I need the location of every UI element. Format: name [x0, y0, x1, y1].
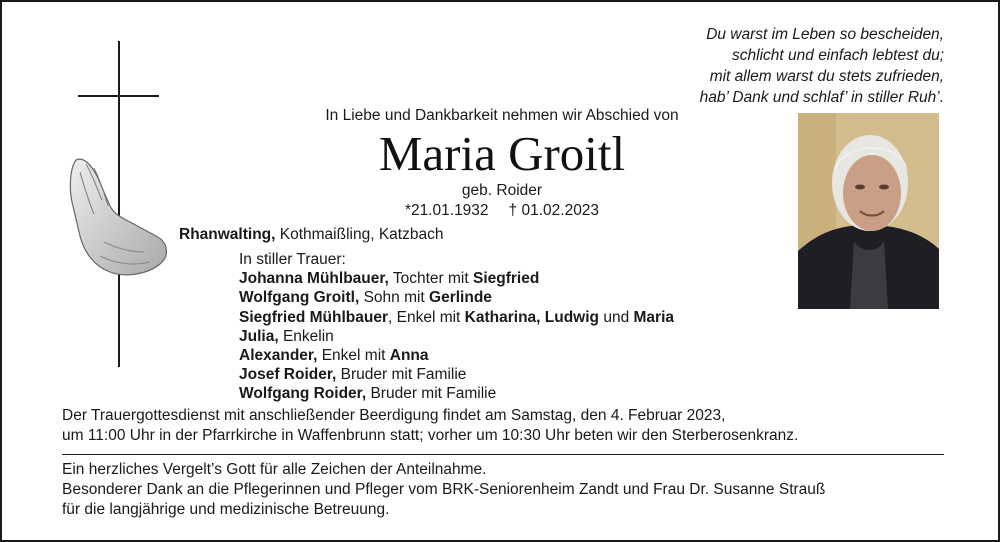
- portrait-photo: [798, 113, 939, 309]
- poem-line: hab’ Dank und schlaf’ in stiller Ruh’.: [699, 89, 944, 106]
- mourner-relation: , Enkel mit: [388, 308, 465, 326]
- mourner-line: [239, 288, 674, 307]
- thanks-line: Besonderer Dank an die Pflegerinnen und Pfleger vom BRK-Seniorenheim Zandt und Frau Dr. Susanne Strauß: [62, 481, 826, 498]
- cross-icon-bar: [78, 95, 159, 97]
- deceased-name: Maria Groitl: [378, 126, 626, 181]
- mourner-connector: und: [599, 308, 634, 326]
- mourners-heading: In stiller Trauer:: [239, 251, 346, 268]
- mourner-relation: Enkelin: [278, 327, 334, 345]
- mourner-relation: Sohn mit: [359, 289, 430, 307]
- mourner-line: [239, 365, 674, 384]
- mourner-line: [239, 269, 674, 288]
- maiden-name: geb. Roider: [461, 182, 543, 199]
- mourner-name: Alexander,: [239, 347, 318, 365]
- poem-line: mit allem warst du stets zufrieden,: [709, 68, 944, 85]
- mourner-partner: Anna: [389, 347, 429, 365]
- mourner-relation: Bruder mit Familie: [336, 366, 467, 384]
- mourner-name: Johanna Mühlbauer,: [239, 270, 389, 288]
- praying-hands-icon: [64, 152, 172, 284]
- mourner-relation: Tochter mit: [388, 270, 473, 288]
- place-rest: Kothmaißling, Katzbach: [275, 226, 444, 243]
- mourner-name: Wolfgang Groitl,: [239, 289, 360, 307]
- mourner-line: [239, 384, 674, 403]
- mourner-name: Wolfgang Roider,: [239, 385, 367, 403]
- mourner-line: [239, 308, 674, 327]
- thanks-line: für die langjährige und medizinische Betreuung.: [62, 501, 390, 518]
- thanks-line: Ein herzliches Vergelt’s Gott für alle Zeichen der Anteilnahme.: [62, 461, 487, 478]
- portrait-image: [798, 113, 939, 309]
- service-info: [62, 406, 798, 446]
- mourner-partner: Katharina, Ludwig: [464, 308, 600, 326]
- mourner-partner: Siegfried: [473, 270, 540, 288]
- intro-line: In Liebe und Dankbarkeit nehmen wir Abschied von: [325, 107, 679, 124]
- death-date: † 01.02.2023: [508, 202, 600, 219]
- thanks-note: [62, 460, 825, 520]
- poem-line: Du warst im Leben so bescheiden,: [706, 26, 944, 43]
- place-main: Rhanwalting,: [179, 226, 276, 243]
- mourners-list: [239, 250, 674, 404]
- mourner-line: [239, 346, 674, 365]
- mourner-partner-extra: Maria: [633, 308, 674, 326]
- birth-date: *21.01.1932: [404, 202, 489, 219]
- life-dates: [202, 202, 802, 220]
- divider: [62, 454, 944, 455]
- mourner-name: Julia,: [239, 327, 279, 345]
- mourner-name: Siegfried Mühlbauer: [239, 308, 388, 326]
- mourner-name: Josef Roider,: [239, 366, 337, 384]
- mourner-relation: Bruder mit Familie: [366, 385, 497, 403]
- poem-line: schlicht und einfach lebtest du;: [732, 47, 944, 64]
- mourner-relation: Enkel mit: [317, 347, 390, 365]
- service-line: um 11:00 Uhr in der Pfarrkirche in Waffenbrunn statt; vorher um 10:30 Uhr beten wir den Sterberosenkranz.: [62, 427, 799, 444]
- place-line: [179, 226, 443, 244]
- service-line: Der Trauergottesdienst mit anschließender Beerdigung findet am Samstag, den 4. Februar 2023,: [62, 407, 726, 424]
- mourner-partner: Gerlinde: [429, 289, 492, 307]
- poem: [504, 24, 944, 108]
- mourner-line: [239, 327, 674, 346]
